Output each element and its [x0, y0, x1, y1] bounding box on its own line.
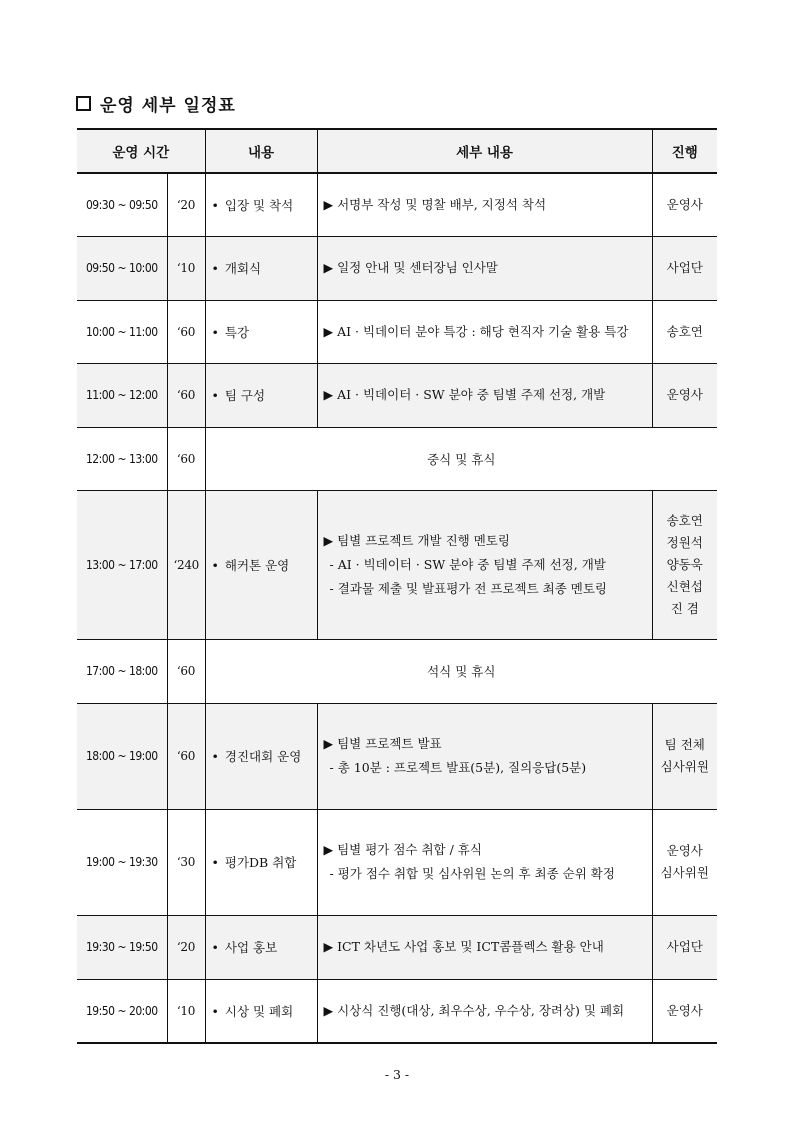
- bullet-icon: •: [211, 197, 219, 213]
- bullet-icon: •: [211, 324, 219, 340]
- table-row: [77, 979, 717, 1043]
- content-cell: [205, 915, 317, 979]
- table-row: [77, 363, 717, 427]
- lead-cell: [652, 236, 717, 300]
- checkbox-square-icon: [76, 96, 91, 111]
- detail-main-line: ▶ 시상식 진행(대상, 최우수상, 우수상, 장려상) 및 폐회: [323, 1002, 625, 1018]
- detail-main-line: ▶ 팀별 프로젝트 발표: [323, 736, 442, 751]
- lead-name: 정원석: [666, 534, 703, 550]
- lead-name: 양동욱: [666, 556, 703, 572]
- bullet-icon: •: [211, 940, 219, 955]
- lead-cell: [652, 809, 717, 915]
- duration-cell: ‘10: [167, 236, 205, 300]
- lead-name: 운영사: [666, 843, 703, 858]
- duration-cell: ‘60: [167, 703, 205, 809]
- table-row: [77, 236, 717, 300]
- lead-cell: [652, 979, 717, 1043]
- lead-cell: [652, 173, 717, 236]
- content-label: 팀 구성: [224, 388, 266, 403]
- lead-name: 송호연: [666, 512, 703, 528]
- detail-sub-line: - 평가 점수 취합 및 심사위원 논의 후 최종 순위 확정: [329, 866, 615, 881]
- detail-cell: [317, 236, 652, 300]
- bullet-icon: •: [211, 261, 219, 276]
- table-row: [77, 915, 717, 979]
- break-cell: 중식 및 휴식: [205, 427, 717, 490]
- detail-main-line: ▶ AI · 빅데이터 · SW 분야 중 팀별 주제 선정, 개발: [323, 387, 606, 402]
- lead-name: 사업단: [666, 260, 703, 275]
- time-cell: 09:30 ~ 09:50: [77, 173, 167, 236]
- lead-name: 신현섭: [666, 578, 703, 594]
- section-heading: [76, 91, 236, 116]
- content-label: 경진대회 운영: [224, 749, 302, 764]
- table-row: [77, 703, 717, 809]
- time-cell: 12:00 ~ 13:00: [77, 427, 167, 490]
- lead-name: 사업단: [666, 939, 703, 954]
- time-cell: 19:50 ~ 20:00: [77, 979, 167, 1043]
- lead-cell: [652, 490, 717, 639]
- table-row: [77, 809, 717, 915]
- lead-name: 진 겸: [670, 600, 699, 616]
- header-detail: 세부 내용: [317, 129, 652, 173]
- detail-sub-line: - 총 10분 : 프로젝트 발표(5분), 질의응답(5분): [329, 760, 587, 775]
- lead-cell: [652, 915, 717, 979]
- page-number: - 3 -: [384, 1067, 410, 1082]
- duration-cell: ‘60: [167, 639, 205, 703]
- time-cell: 18:00 ~ 19:00: [77, 703, 167, 809]
- lead-name: 운영사: [666, 1002, 703, 1018]
- lead-name: 운영사: [666, 387, 703, 402]
- time-cell: 19:30 ~ 19:50: [77, 915, 167, 979]
- time-cell: 13:00 ~ 17:00: [77, 490, 167, 639]
- detail-main-line: ▶ 팀별 프로젝트 개발 진행 멘토링: [323, 532, 510, 548]
- duration-cell: ‘60: [167, 427, 205, 490]
- detail-main-line: ▶ 서명부 작성 및 명찰 배부, 지정석 착석: [323, 196, 547, 212]
- detail-cell: [317, 363, 652, 427]
- detail-main-line: ▶ 일정 안내 및 센터장님 인사말: [323, 260, 498, 275]
- detail-sub-line: - AI · 빅데이터 · SW 분야 중 팀별 주제 선정, 개발: [329, 556, 606, 572]
- content-label: 평가DB 취합: [224, 855, 297, 870]
- time-cell: 11:00 ~ 12:00: [77, 363, 167, 427]
- detail-cell: [317, 703, 652, 809]
- lead-name: 송호연: [666, 323, 703, 339]
- duration-cell: ‘20: [167, 915, 205, 979]
- time-cell: 19:00 ~ 19:30: [77, 809, 167, 915]
- header-content: 내용: [205, 129, 317, 173]
- content-label: 해커톤 운영: [224, 557, 290, 573]
- time-cell: 09:50 ~ 10:00: [77, 236, 167, 300]
- schedule-table: [77, 128, 717, 1044]
- bullet-icon: •: [211, 388, 219, 403]
- bullet-icon: •: [211, 749, 219, 764]
- detail-sub-line: - 결과물 제출 및 발표평가 전 프로젝트 최종 멘토링: [329, 580, 608, 596]
- content-label: 입장 및 착석: [224, 197, 294, 213]
- content-cell: [205, 979, 317, 1043]
- lead-name: 심사위원: [660, 759, 709, 774]
- table-row: [77, 173, 717, 236]
- lead-name: 심사위원: [660, 865, 709, 880]
- break-cell: 석식 및 휴식: [205, 639, 717, 703]
- table-row: [77, 490, 717, 639]
- lead-name: 운영사: [666, 196, 703, 212]
- table-row: [77, 427, 717, 490]
- schedule-rows: [77, 173, 717, 1043]
- content-cell: [205, 809, 317, 915]
- header-time: 운영 시간: [77, 129, 205, 173]
- duration-cell: ‘240: [167, 490, 205, 639]
- detail-main-line: ▶ 팀별 평가 점수 취합 / 휴식: [323, 842, 482, 857]
- time-cell: 10:00 ~ 11:00: [77, 300, 167, 363]
- lead-cell: [652, 300, 717, 363]
- content-cell: [205, 363, 317, 427]
- content-cell: [205, 703, 317, 809]
- duration-cell: ‘20: [167, 173, 205, 236]
- detail-main-line: ▶ AI · 빅데이터 분야 특강 : 해당 현직자 기술 활용 특강: [323, 323, 629, 339]
- header-lead: 진행: [652, 129, 717, 173]
- detail-cell: [317, 979, 652, 1043]
- detail-cell: [317, 173, 652, 236]
- content-label: 특강: [224, 324, 250, 340]
- detail-main-line: ▶ ICT 차년도 사업 홍보 및 ICT콤플렉스 활용 안내: [323, 939, 604, 954]
- duration-cell: ‘30: [167, 809, 205, 915]
- table-row: [77, 300, 717, 363]
- lead-cell: [652, 363, 717, 427]
- duration-cell: ‘10: [167, 979, 205, 1043]
- detail-cell: [317, 300, 652, 363]
- duration-cell: ‘60: [167, 300, 205, 363]
- content-label: 개회식: [224, 261, 262, 276]
- content-label: 사업 홍보: [224, 940, 278, 955]
- table-row: [77, 639, 717, 703]
- detail-cell: [317, 490, 652, 639]
- detail-cell: [317, 809, 652, 915]
- section-title: 운영 세부 일정표: [100, 96, 236, 116]
- bullet-icon: •: [211, 855, 219, 870]
- content-cell: [205, 300, 317, 363]
- table-header-row: [77, 129, 717, 173]
- bullet-icon: •: [211, 1003, 219, 1019]
- content-label: 시상 및 폐회: [224, 1003, 294, 1019]
- time-cell: 17:00 ~ 18:00: [77, 639, 167, 703]
- lead-name: 팀 전체: [664, 737, 705, 752]
- duration-cell: ‘60: [167, 363, 205, 427]
- content-cell: [205, 236, 317, 300]
- content-cell: [205, 173, 317, 236]
- bullet-icon: •: [211, 557, 219, 573]
- lead-cell: [652, 703, 717, 809]
- content-cell: [205, 490, 317, 639]
- detail-cell: [317, 915, 652, 979]
